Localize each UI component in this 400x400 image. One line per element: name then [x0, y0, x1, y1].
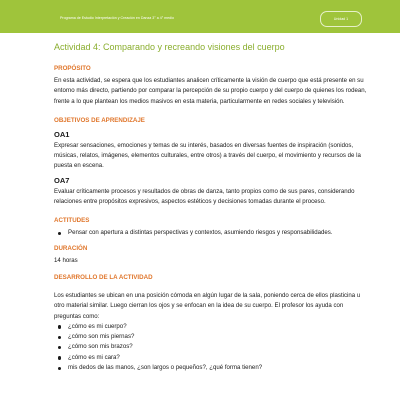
oa-text: Evaluar críticamente procesos y resultados de obras de danza, tanto propios como de sus pares, considerando relaciones entre propósitos expresivos, aspectos estéticos y decisiones tomadas durante el proceso.: [54, 187, 355, 206]
page-content: [54, 42, 370, 373]
list-item: ¿cómo son mis piernas?: [68, 332, 370, 342]
oa-code: OA1: [54, 129, 70, 139]
program-title: Programa de Estudio Interpretación y Creación en Danza 3° a 4° medio: [60, 16, 174, 20]
list-item: mis dedos de las manos, ¿son largos o pequeños?, ¿qué forma tienen?: [68, 363, 370, 373]
oa-code: OA7: [54, 175, 70, 185]
list-item: ¿cómo son mis brazos?: [68, 342, 370, 352]
list-item: ¿cómo es mi cara?: [68, 353, 370, 363]
section-heading-actitudes: ACTITUDES: [54, 217, 90, 225]
questions-list: [54, 322, 370, 373]
list-item: ¿cómo es mi cuerpo?: [68, 322, 370, 332]
section-heading-desarrollo: DESARROLLO DE LA ACTIVIDAD: [54, 273, 153, 281]
oa-text: Expresar sensaciones, emociones y temas de su interés, basados en diversas fuentes de inspiración (sonidos, músicas, relatos, imágenes, elementos culturales, entre otros) a través del cuerpo, el movimiento y recursos de la puesta en escena.: [54, 141, 361, 170]
duracion-value: 14 horas: [54, 256, 78, 264]
section-heading-proposito: PROPÓSITO: [54, 65, 91, 72]
section-heading-duracion: DURACIÓN: [54, 244, 88, 252]
section-heading-objetivos: OBJETIVOS DE APRENDIZAJE: [54, 116, 145, 124]
header-bar: [0, 0, 400, 33]
proposito-text: En esta actividad, se espera que los estudiantes analicen críticamente la visión de cuerpo que está presente en su entorno más directo, partiendo por comparar la percepción de su propio cuerpo y del cuerpo de quienes los rodean, frente a lo que plantean los medios masivos en esta materia, particularmente en redes sociales y televisión.: [54, 77, 367, 105]
activity-title: Actividad 4: Comparando y recreando visiones del cuerpo: [54, 42, 285, 52]
unit-badge: Unidad 1: [320, 11, 362, 27]
list-item: Pensar con apertura a distintas perspectivas y contextos, asumiendo riesgos y responsabilidades.: [68, 228, 370, 238]
actitudes-list: [54, 228, 370, 238]
desarrollo-text: Los estudiantes se ubican en una posición cómoda en algún lugar de la sala, poniendo cerca de ellos plasticina u otro material similar. Luego cierran los ojos y se enfocan en la idea de su cuerpo. El profesor los ayuda con preguntas como:: [54, 291, 361, 320]
